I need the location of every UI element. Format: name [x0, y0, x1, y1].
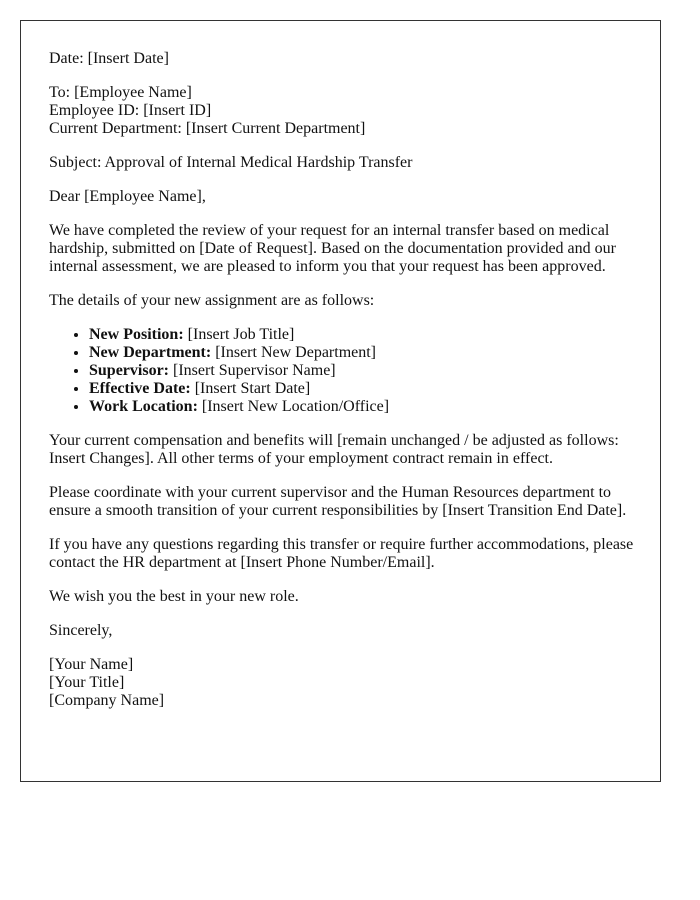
detail-value: [Insert Supervisor Name] [169, 362, 336, 379]
details-intro: The details of your new assignment are as follows: [49, 292, 375, 309]
signature-title: [Your Title] [49, 674, 125, 691]
detail-item-supervisor [89, 362, 639, 380]
detail-item-new-department [89, 344, 639, 362]
detail-item-work-location [89, 398, 639, 416]
questions-paragraph: If you have any questions regarding this transfer or require further accommodations, please contact the HR department at [Insert Phone Number/Email]. [49, 536, 634, 571]
detail-label: Work Location: [89, 398, 198, 415]
subject-line: Subject: Approval of Internal Medical Hardship Transfer [49, 154, 413, 171]
closing-wish: We wish you the best in your new role. [49, 588, 299, 605]
recipient-current-department: Current Department: [Insert Current Department] [49, 120, 366, 137]
signature-company: [Company Name] [49, 692, 165, 709]
date-line: Date: [Insert Date] [49, 50, 169, 67]
letter-body [49, 50, 639, 710]
recipient-employee-id: Employee ID: [Insert ID] [49, 102, 212, 119]
detail-value: [Insert Job Title] [183, 326, 295, 343]
salutation: Dear [Employee Name], [49, 188, 206, 205]
detail-item-effective-date [89, 380, 639, 398]
signature-name: [Your Name] [49, 656, 134, 673]
signature-block [49, 656, 639, 710]
approval-paragraph: We have completed the review of your request for an internal transfer based on medical hardship, submitted on [Date of Request]. Based on the documentation provided and our internal assessment, we are pleased to inform you that your request has been approved. [49, 222, 616, 275]
detail-item-new-position [89, 326, 639, 344]
detail-label: Effective Date: [89, 380, 191, 397]
letter-container [20, 20, 661, 782]
sign-off: Sincerely, [49, 622, 113, 639]
detail-label: New Position: [89, 326, 184, 343]
detail-value: [Insert New Department] [211, 344, 377, 361]
detail-value: [Insert Start Date] [190, 380, 311, 397]
detail-label: New Department: [89, 344, 212, 361]
detail-label: Supervisor: [89, 362, 169, 379]
recipient-to: To: [Employee Name] [49, 84, 192, 101]
recipient-block [49, 84, 639, 138]
coordination-paragraph: Please coordinate with your current supervisor and the Human Resources department to ensure a smooth transition of your current responsibilities by [Insert Transition End Date]. [49, 484, 627, 519]
compensation-paragraph: Your current compensation and benefits will [remain unchanged / be adjusted as follows: Insert Changes]. All other terms of your employment contract remain in effect. [49, 432, 619, 467]
detail-value: [Insert New Location/Office] [197, 398, 390, 415]
assignment-details-list [49, 326, 639, 416]
